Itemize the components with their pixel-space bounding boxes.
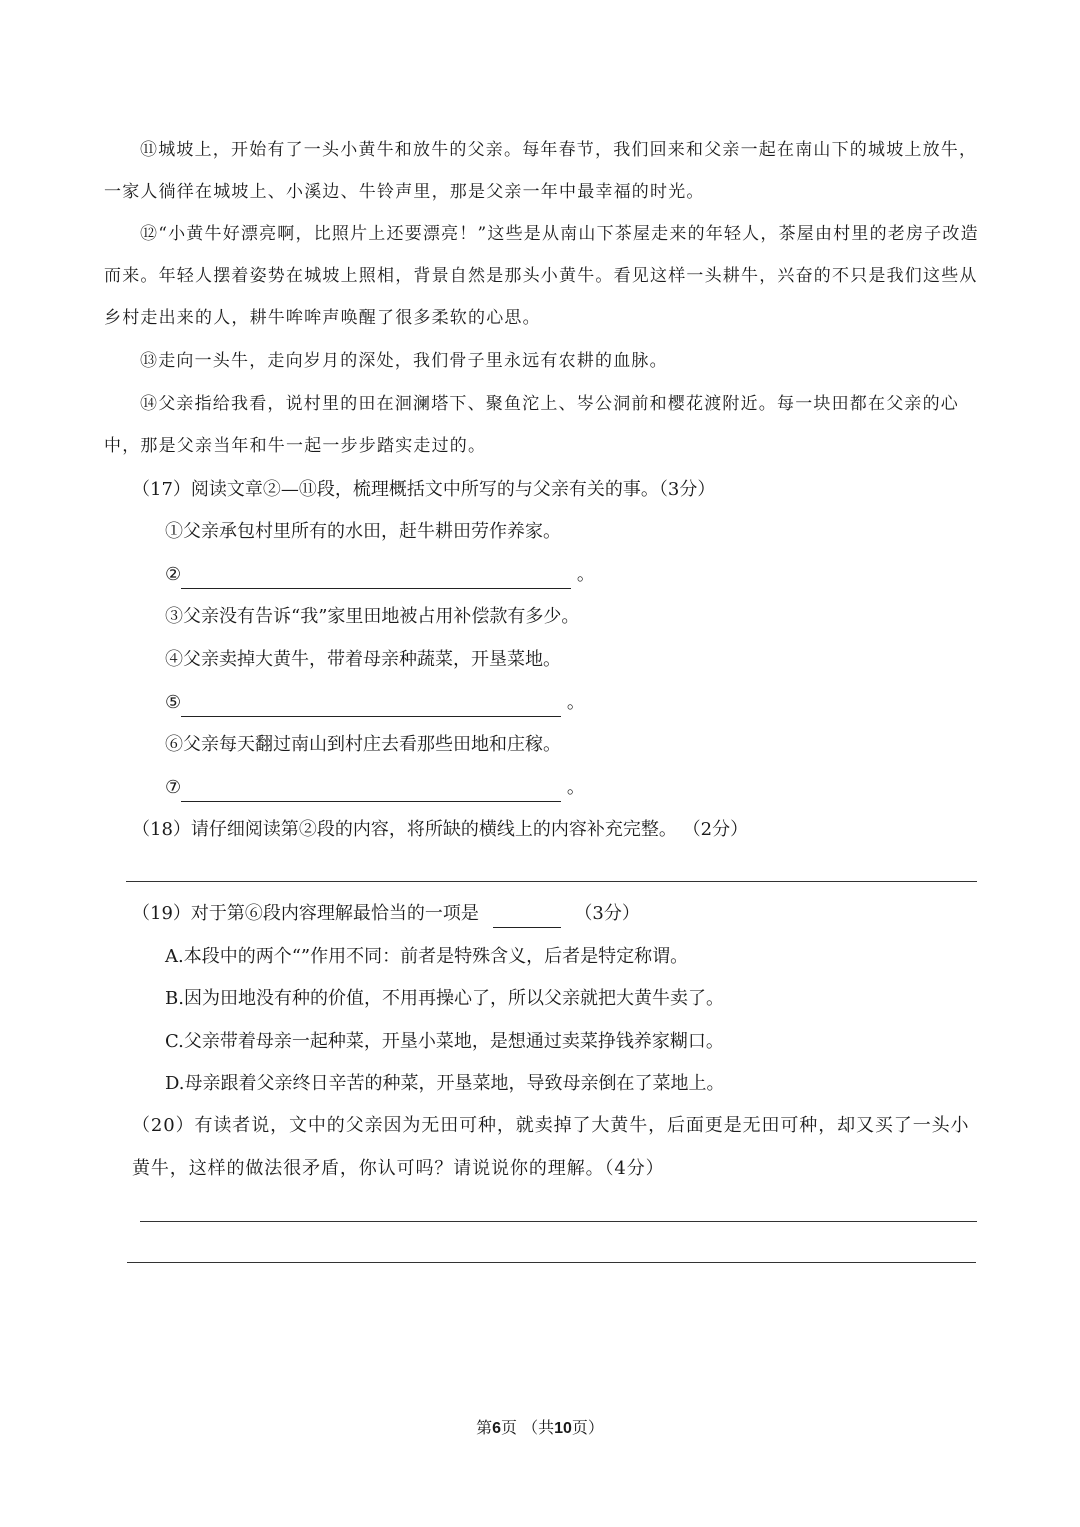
q17-item-7 bbox=[165, 774, 585, 802]
q17-item-7-number: ⑦ bbox=[165, 777, 182, 798]
paragraph-12: ⑫“小黄牛好漂亮啊，比照片上还要漂亮！”这些是从南山下茶屋走来的年轻人，茶屋由村里的老房子改造而来。年轻人摆着姿势在城坡上照相，背景自然是那头小黄牛。看见这样一头耕牛，兴奋的不只是我们这些从乡村走出来的人，耕牛哞哞声唤醒了很多柔软的心思。 bbox=[104, 224, 979, 328]
answer-blank[interactable] bbox=[493, 905, 561, 928]
q17-item-6: ⑥父亲每天翻过南山到村庄去看那些田地和庄稼。 bbox=[165, 734, 561, 755]
q17-item-1: ①父亲承包村里所有的水田，赶牛耕田劳作养家。 bbox=[165, 521, 561, 542]
q17-item-4: ④父亲卖掉大黄牛，带着母亲种蔬菜，开垦菜地。 bbox=[165, 649, 561, 670]
q19-score: （3分） bbox=[574, 903, 640, 924]
current-page-number: 6 bbox=[492, 1420, 501, 1437]
footer-text: 页 （共 bbox=[501, 1418, 555, 1437]
q17-item-2 bbox=[165, 561, 595, 589]
footer-text: 页） bbox=[571, 1418, 604, 1437]
question-19-stem bbox=[132, 900, 640, 928]
period: 。 bbox=[576, 564, 595, 585]
paragraph-13: ⑬走向一头牛，走向岁月的深处，我们骨子里永远有农耕的血脉。 bbox=[140, 351, 668, 371]
q17-item-2-number: ② bbox=[165, 564, 182, 585]
answer-blank[interactable] bbox=[181, 694, 561, 717]
footer-text: 第 bbox=[476, 1418, 493, 1437]
q17-item-3: ③父亲没有告诉“我”家里田地被占用补偿款有多少。 bbox=[165, 606, 580, 627]
question-18-stem: （18）请仔细阅读第②段的内容，将所缺的横线上的内容补充完整。 （2分） bbox=[132, 819, 749, 840]
answer-line-18[interactable] bbox=[126, 881, 977, 882]
q19-option-a[interactable]: A.本段中的两个“”作用不同：前者是特殊含义，后者是特定称谓。 bbox=[165, 946, 689, 967]
question-20-stem: （20）有读者说，文中的父亲因为无田可种，就卖掉了大黄牛，后面更是无田可种，却又买了一头小黄牛，这样的做法很矛盾，你认可吗？请说说你的理解。（4分） bbox=[132, 1115, 970, 1179]
q17-item-5 bbox=[165, 689, 585, 717]
question-17-stem: （17）阅读文章②—⑪段，梳理概括文中所写的与父亲有关的事。（3分） bbox=[132, 479, 716, 500]
q19-option-d[interactable]: D.母亲跟着父亲终日辛苦的种菜，开垦菜地，导致母亲倒在了菜地上。 bbox=[165, 1073, 725, 1094]
q19-stem-text: （19）对于第⑥段内容理解最恰当的一项是 bbox=[132, 903, 479, 924]
paragraph-14: ⑭父亲指给我看，说村里的田在洄澜塔下、聚鱼沱上、岑公洞前和樱花渡附近。每一块田都在父亲的心中，那是父亲当年和牛一起一步步踏实走过的。 bbox=[104, 394, 959, 456]
paragraph-11: ⑪城坡上，开始有了一头小黄牛和放牛的父亲。每年春节，我们回来和父亲一起在南山下的城坡上放牛，一家人徜徉在城坡上、小溪边、牛铃声里，那是父亲一年中最幸福的时光。 bbox=[104, 140, 978, 202]
answer-blank[interactable] bbox=[181, 779, 561, 802]
page-footer bbox=[0, 1415, 1080, 1438]
q19-option-c[interactable]: C.父亲带着母亲一起种菜，开垦小菜地，是想通过卖菜挣钱养家糊口。 bbox=[165, 1031, 724, 1052]
period: 。 bbox=[566, 777, 585, 798]
answer-line-20a[interactable] bbox=[140, 1221, 977, 1222]
period: 。 bbox=[566, 692, 585, 713]
q17-item-5-number: ⑤ bbox=[165, 692, 182, 713]
answer-blank[interactable] bbox=[181, 566, 571, 589]
total-page-number: 10 bbox=[554, 1420, 572, 1437]
answer-line-20b[interactable] bbox=[127, 1262, 976, 1263]
q19-option-b[interactable]: B.因为田地没有种的价值，不用再操心了，所以父亲就把大黄牛卖了。 bbox=[165, 988, 724, 1009]
